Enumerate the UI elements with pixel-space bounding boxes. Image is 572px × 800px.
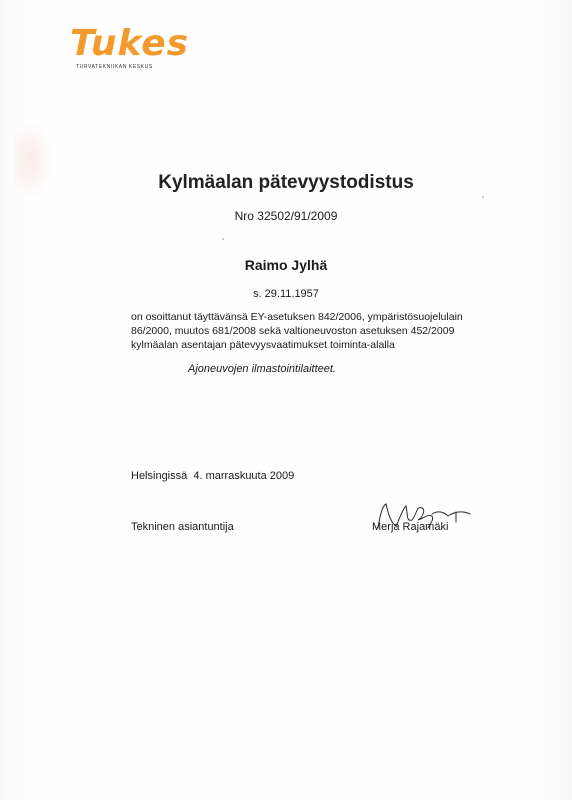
birth-date: s. 29.11.1957 xyxy=(253,288,319,300)
competence-scope: Ajoneuvojen ilmastointilaitteet. xyxy=(188,363,336,375)
body-line: kylmäalan asentajan pätevyysvaatimukset toiminta-alalla xyxy=(131,339,395,351)
place-and-date: Helsingissä 4. marraskuuta 2009 xyxy=(131,470,295,482)
logo-tagline: TURVATEKNIIKAN KESKUS xyxy=(76,64,153,70)
tukes-logo xyxy=(62,18,190,78)
certificate-title: Kylmäalan pätevyystodistus xyxy=(158,172,414,193)
logo-wordmark: Tukes xyxy=(70,23,190,64)
signer-name: Merja Rajamäki xyxy=(372,521,449,533)
signer-role: Tekninen asiantuntija xyxy=(131,521,234,533)
body-line: 86/2000, muutos 681/2008 sekä valtioneuvoston asetuksen 452/2009 xyxy=(131,325,455,337)
paper-speck xyxy=(482,196,484,198)
certificate-number: Nro 32502/91/2009 xyxy=(234,209,338,223)
holder-name: Raimo Jylhä xyxy=(244,257,328,273)
paper-speck xyxy=(222,238,224,240)
certificate-body xyxy=(131,310,521,352)
body-line: on osoittanut täyttävänsä EY-asetuksen 842/2006, ympäristösuojelulain xyxy=(131,311,463,323)
